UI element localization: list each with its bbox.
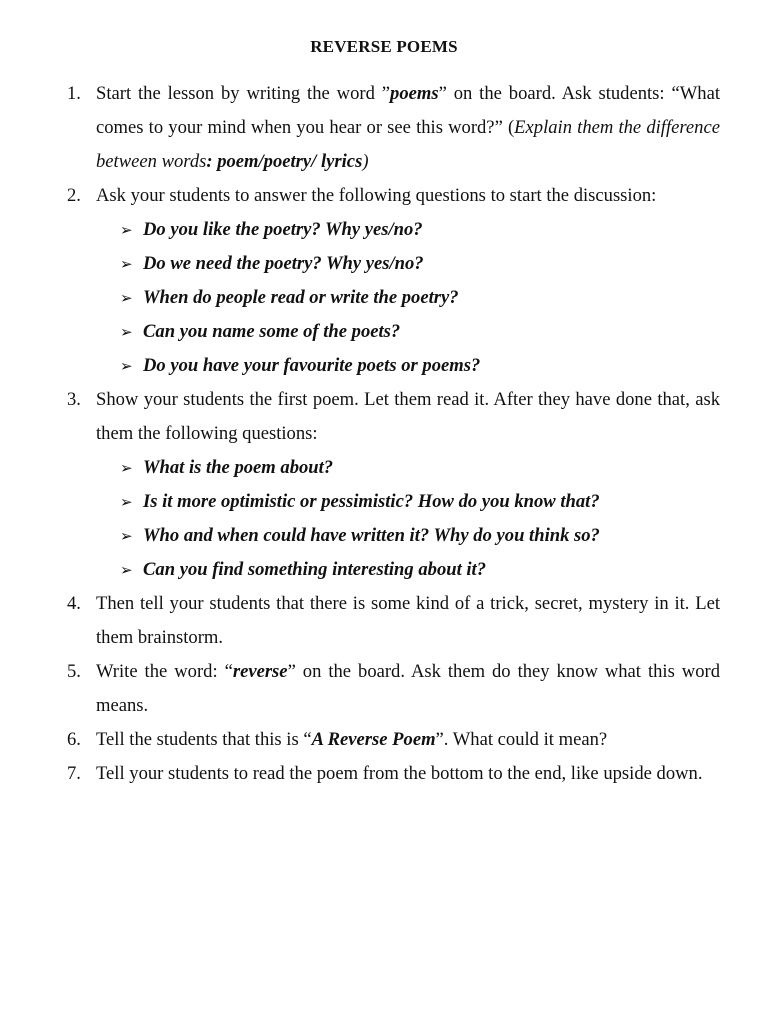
arrowhead-bullet-icon: ➢ [120, 323, 133, 341]
page-title: REVERSE POEMS [310, 37, 458, 56]
instruction-list [0, 77, 768, 791]
arrowhead-bullet-icon: ➢ [120, 459, 133, 477]
item-number: 7. [67, 763, 81, 784]
question-list [96, 451, 720, 587]
question-text: When do people read or write the poetry? [143, 287, 459, 308]
list-item [0, 723, 768, 757]
question-text: What is the poem about? [143, 457, 334, 478]
item-text-part: ” on the board. Ask students: “What comes to your mind when you hear or see this word?” ( [96, 83, 720, 138]
item-text-part: ” on the board. Ask them do they know what this word means. [96, 661, 720, 716]
arrowhead-bullet-icon: ➢ [120, 493, 133, 511]
list-item [0, 179, 768, 383]
item-text: Then tell your students that there is some kind of a trick, secret, mystery in it. Let them brainstorm. [96, 593, 720, 648]
item-text-part: Write the word: “ [96, 661, 233, 682]
item-text [96, 655, 720, 723]
arrowhead-bullet-icon: ➢ [120, 255, 133, 273]
item-number: 4. [67, 593, 81, 614]
question-item [96, 247, 720, 281]
item-text-part: Start the lesson by writing the word ” [96, 83, 391, 104]
question-text: Can you find something interesting about it? [143, 559, 487, 580]
item-text: Tell your students to read the poem from the bottom to the end, like upside down. [96, 763, 703, 784]
arrowhead-bullet-icon: ➢ [120, 357, 133, 375]
list-item [0, 757, 768, 791]
arrowhead-bullet-icon: ➢ [120, 527, 133, 545]
closing-paren: ) [362, 151, 369, 172]
question-list [96, 213, 720, 383]
item-number: 1. [67, 83, 81, 104]
question-text: Is it more optimistic or pessimistic? How do you know that? [143, 491, 600, 512]
list-item [0, 77, 768, 179]
arrowhead-bullet-icon: ➢ [120, 221, 133, 239]
question-item [96, 281, 720, 315]
item-number: 2. [67, 185, 81, 206]
question-item [96, 451, 720, 485]
item-number: 6. [67, 729, 81, 750]
item-text [96, 723, 720, 757]
item-text: Show your students the first poem. Let them read it. After they have done that, ask them the following questions: [96, 389, 720, 444]
bold-terms: : poem/poetry/ lyrics [206, 151, 363, 172]
question-item [96, 519, 720, 553]
question-text: Can you name some of the poets? [143, 321, 401, 342]
emphasis-word: A Reverse Poem [311, 729, 436, 750]
arrowhead-bullet-icon: ➢ [120, 561, 133, 579]
list-item [0, 655, 768, 723]
emphasis-word: poems [390, 83, 439, 104]
question-item [96, 315, 720, 349]
item-text-part: ”. What could it mean? [435, 729, 608, 750]
item-text: Ask your students to answer the following questions to start the discussion: [96, 185, 657, 206]
question-item [96, 485, 720, 519]
question-text: Do you like the poetry? Why yes/no? [143, 219, 423, 240]
question-item [96, 213, 720, 247]
question-text: Do you have your favourite poets or poems? [143, 355, 481, 376]
item-text-part: Tell the students that this is “ [96, 729, 312, 750]
arrowhead-bullet-icon: ➢ [120, 289, 133, 307]
list-item [0, 383, 768, 587]
item-number: 5. [67, 661, 81, 682]
question-item [96, 349, 720, 383]
emphasis-word: reverse [232, 661, 288, 682]
question-item [96, 553, 720, 587]
question-text: Who and when could have written it? Why do you think so? [143, 525, 600, 546]
list-item [0, 587, 768, 655]
item-number: 3. [67, 389, 81, 410]
question-text: Do we need the poetry? Why yes/no? [143, 253, 424, 274]
italic-note: Explain them the difference between words [96, 117, 720, 172]
item-text [96, 77, 720, 179]
